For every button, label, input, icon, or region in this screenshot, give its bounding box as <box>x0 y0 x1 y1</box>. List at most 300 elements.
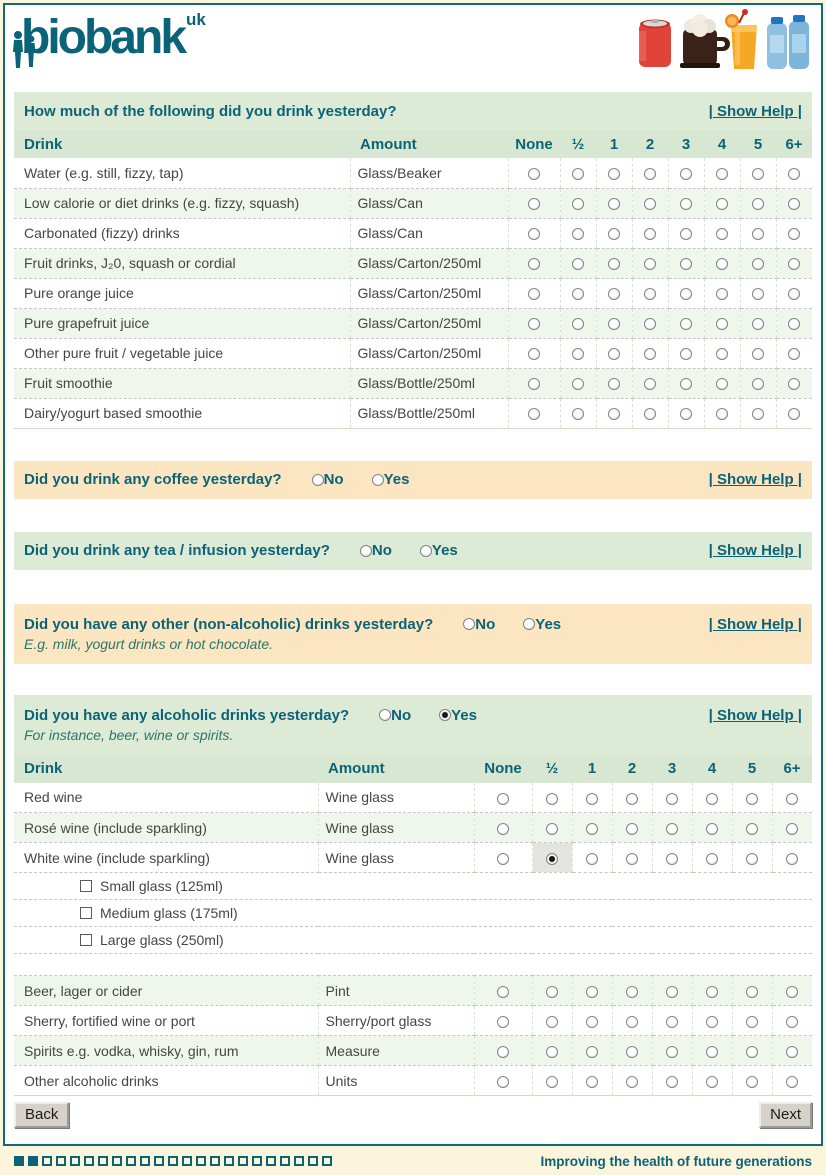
count-radio[interactable] <box>716 258 728 270</box>
drink-name-cell: Pure orange juice <box>14 278 350 308</box>
glass-size-checkbox[interactable] <box>80 880 92 892</box>
column-header-count: ½ <box>532 755 572 783</box>
column-header-count: 3 <box>668 130 704 158</box>
count-radio[interactable] <box>786 986 798 998</box>
coffee-question-banner <box>14 461 812 499</box>
count-radio[interactable] <box>626 1016 638 1028</box>
coffee-yes-radio[interactable] <box>372 474 384 486</box>
count-radio[interactable] <box>572 228 584 240</box>
count-radio[interactable] <box>746 1046 758 1058</box>
count-cell <box>532 976 572 1006</box>
count-radio[interactable] <box>666 823 678 835</box>
drink-name-cell: Fruit smoothie <box>14 368 350 398</box>
count-cell <box>612 843 652 873</box>
count-cell <box>740 368 776 398</box>
count-radio[interactable] <box>666 793 678 805</box>
other-no-option[interactable] <box>463 616 495 633</box>
count-radio[interactable] <box>546 853 558 865</box>
count-cell <box>704 218 740 248</box>
glass-size-cell <box>14 927 812 954</box>
questionnaire-page <box>3 3 823 1146</box>
count-radio[interactable] <box>716 348 728 360</box>
table-row <box>14 398 812 428</box>
count-radio[interactable] <box>788 168 800 180</box>
count-radio[interactable] <box>666 853 678 865</box>
count-radio[interactable] <box>546 1046 558 1058</box>
table-row <box>14 1036 812 1066</box>
progress-square-todo <box>280 1156 290 1166</box>
count-radio[interactable] <box>608 228 620 240</box>
count-radio[interactable] <box>706 793 718 805</box>
column-header-count: 4 <box>704 130 740 158</box>
alcohol-no-option[interactable] <box>379 707 411 724</box>
count-radio[interactable] <box>644 378 656 390</box>
count-cell <box>668 308 704 338</box>
count-radio[interactable] <box>528 378 540 390</box>
count-radio[interactable] <box>497 1016 509 1028</box>
count-radio[interactable] <box>716 408 728 420</box>
count-cell <box>572 1036 612 1066</box>
column-header-count: 4 <box>692 755 732 783</box>
drink-name-cell: White wine (include sparkling) <box>14 843 318 873</box>
count-radio[interactable] <box>644 198 656 210</box>
count-radio[interactable] <box>528 168 540 180</box>
count-radio[interactable] <box>716 228 728 240</box>
count-radio[interactable] <box>644 408 656 420</box>
progress-square-todo <box>238 1156 248 1166</box>
count-radio[interactable] <box>680 408 692 420</box>
alcohol-table <box>14 755 812 1097</box>
count-cell <box>704 248 740 278</box>
count-radio[interactable] <box>626 823 638 835</box>
count-radio[interactable] <box>680 198 692 210</box>
count-cell <box>612 1006 652 1036</box>
count-radio[interactable] <box>680 378 692 390</box>
progress-square-todo <box>196 1156 206 1166</box>
progress-square-todo <box>42 1156 52 1166</box>
count-cell <box>668 218 704 248</box>
count-radio[interactable] <box>528 288 540 300</box>
count-radio[interactable] <box>746 793 758 805</box>
count-radio[interactable] <box>752 348 764 360</box>
tea-yes-radio[interactable] <box>420 545 432 557</box>
tea-no-radio[interactable] <box>360 545 372 557</box>
count-cell <box>560 398 596 428</box>
count-cell <box>732 1006 772 1036</box>
count-cell <box>772 843 812 873</box>
back-button[interactable]: Back <box>14 1102 69 1128</box>
count-cell <box>776 158 812 188</box>
count-cell <box>632 398 668 428</box>
count-cell <box>474 1036 532 1066</box>
count-radio[interactable] <box>626 793 638 805</box>
count-radio[interactable] <box>706 1076 718 1088</box>
coffee-no-radio[interactable] <box>312 474 324 486</box>
tea-question-banner <box>14 532 812 570</box>
count-radio[interactable] <box>572 318 584 330</box>
count-radio[interactable] <box>788 288 800 300</box>
count-cell <box>572 813 612 843</box>
count-radio[interactable] <box>608 348 620 360</box>
count-radio[interactable] <box>586 986 598 998</box>
other-no-label: No <box>475 615 496 633</box>
spacer-cell <box>14 954 812 976</box>
count-radio[interactable] <box>626 1046 638 1058</box>
count-radio[interactable] <box>497 853 509 865</box>
count-cell <box>704 308 740 338</box>
count-radio[interactable] <box>644 168 656 180</box>
count-radio[interactable] <box>752 258 764 270</box>
count-cell <box>740 248 776 278</box>
progress-square-done <box>14 1156 24 1166</box>
other-yes-option[interactable] <box>523 616 561 633</box>
count-radio[interactable] <box>586 1046 598 1058</box>
count-radio[interactable] <box>786 1076 798 1088</box>
count-cell <box>612 1066 652 1096</box>
count-radio[interactable] <box>788 378 800 390</box>
juice-glass-icon <box>725 9 757 69</box>
tea-no-option[interactable] <box>360 542 392 559</box>
glass-size-checkbox[interactable] <box>80 907 92 919</box>
amount-cell: Wine glass <box>318 783 474 813</box>
count-cell <box>740 278 776 308</box>
column-header-count: 6+ <box>776 130 812 158</box>
count-radio[interactable] <box>786 1016 798 1028</box>
progress-square-todo <box>182 1156 192 1166</box>
count-radio[interactable] <box>786 1046 798 1058</box>
count-cell <box>474 843 532 873</box>
glass-size-option[interactable] <box>80 878 811 894</box>
progress-square-done <box>28 1156 38 1166</box>
count-radio[interactable] <box>666 1046 678 1058</box>
show-help-link[interactable]: | Show Help | <box>708 542 802 559</box>
other-no-radio[interactable] <box>463 618 475 630</box>
drinks-table <box>14 130 812 429</box>
column-header-drink: Drink <box>14 755 318 783</box>
count-radio[interactable] <box>572 258 584 270</box>
count-radio[interactable] <box>644 288 656 300</box>
alcohol-yes-label: Yes <box>451 706 477 724</box>
count-radio[interactable] <box>786 793 798 805</box>
progress-square-todo <box>70 1156 80 1166</box>
count-radio[interactable] <box>752 288 764 300</box>
count-radio[interactable] <box>608 378 620 390</box>
count-radio[interactable] <box>572 198 584 210</box>
main-question-text: How much of the following did you drink yesterday? <box>24 102 397 120</box>
count-cell <box>474 783 532 813</box>
table-row <box>14 188 812 218</box>
count-cell <box>508 278 560 308</box>
glass-size-option[interactable] <box>80 905 811 921</box>
count-radio[interactable] <box>706 853 718 865</box>
count-radio[interactable] <box>680 288 692 300</box>
count-radio[interactable] <box>586 823 598 835</box>
count-cell <box>508 368 560 398</box>
count-cell <box>692 976 732 1006</box>
count-radio[interactable] <box>746 1016 758 1028</box>
amount-cell: Glass/Carton/250ml <box>350 308 508 338</box>
count-radio[interactable] <box>752 318 764 330</box>
count-cell <box>508 308 560 338</box>
amount-cell: Pint <box>318 976 474 1006</box>
other-drinks-question-text: Did you have any other (non-alcoholic) drinks yesterday? <box>24 615 434 633</box>
tea-no-label: No <box>371 542 392 559</box>
count-radio[interactable] <box>752 378 764 390</box>
count-radio[interactable] <box>608 258 620 270</box>
count-radio[interactable] <box>716 168 728 180</box>
count-radio[interactable] <box>497 986 509 998</box>
coffee-no-option[interactable] <box>312 471 344 488</box>
count-radio[interactable] <box>680 258 692 270</box>
count-radio[interactable] <box>626 853 638 865</box>
count-radio[interactable] <box>680 348 692 360</box>
table-row <box>14 158 812 188</box>
progress-square-todo <box>210 1156 220 1166</box>
count-radio[interactable] <box>546 1076 558 1088</box>
count-radio[interactable] <box>528 348 540 360</box>
other-drinks-question-banner <box>14 604 812 664</box>
amount-cell: Glass/Bottle/250ml <box>350 398 508 428</box>
drink-name-cell: Beer, lager or cider <box>14 976 318 1006</box>
count-radio[interactable] <box>752 168 764 180</box>
drink-name-cell: Other alcoholic drinks <box>14 1066 318 1096</box>
count-radio[interactable] <box>706 1016 718 1028</box>
logo-uk-superscript: uk <box>186 10 206 29</box>
count-radio[interactable] <box>608 288 620 300</box>
count-cell <box>560 158 596 188</box>
count-radio[interactable] <box>680 318 692 330</box>
count-radio[interactable] <box>644 228 656 240</box>
count-radio[interactable] <box>666 986 678 998</box>
count-cell <box>560 188 596 218</box>
column-header-drink: Drink <box>14 130 350 158</box>
count-radio[interactable] <box>716 318 728 330</box>
drink-name-cell: Spirits e.g. vodka, whisky, gin, rum <box>14 1036 318 1066</box>
glass-size-cell <box>14 900 812 927</box>
count-radio[interactable] <box>716 288 728 300</box>
count-radio[interactable] <box>546 986 558 998</box>
count-cell <box>740 338 776 368</box>
count-radio[interactable] <box>786 823 798 835</box>
count-cell <box>732 1066 772 1096</box>
count-radio[interactable] <box>546 793 558 805</box>
count-radio[interactable] <box>706 823 718 835</box>
coffee-yes-label: Yes <box>383 471 410 488</box>
count-radio[interactable] <box>752 228 764 240</box>
progress-square-todo <box>56 1156 66 1166</box>
column-header-count: 2 <box>632 130 668 158</box>
table-row <box>14 1006 812 1036</box>
count-cell <box>772 1036 812 1066</box>
count-cell <box>508 338 560 368</box>
column-header-count: None <box>474 755 532 783</box>
count-radio[interactable] <box>716 378 728 390</box>
count-cell <box>612 976 652 1006</box>
count-radio[interactable] <box>746 1076 758 1088</box>
tea-question-text: Did you drink any tea / infusion yesterday? <box>24 542 330 559</box>
count-cell <box>704 278 740 308</box>
amount-cell: Glass/Carton/250ml <box>350 278 508 308</box>
count-cell <box>612 783 652 813</box>
count-radio[interactable] <box>788 408 800 420</box>
count-radio[interactable] <box>572 378 584 390</box>
count-cell <box>560 308 596 338</box>
count-radio[interactable] <box>546 823 558 835</box>
show-help-link[interactable]: | Show Help | <box>708 471 802 488</box>
count-cell <box>474 1006 532 1036</box>
progress-square-todo <box>84 1156 94 1166</box>
count-radio[interactable] <box>586 1016 598 1028</box>
next-button[interactable]: Next <box>759 1102 812 1128</box>
tea-yes-option[interactable] <box>420 542 458 559</box>
count-radio[interactable] <box>608 198 620 210</box>
count-radio[interactable] <box>644 258 656 270</box>
count-cell <box>508 398 560 428</box>
progress-square-todo <box>98 1156 108 1166</box>
progress-square-todo <box>252 1156 262 1166</box>
alcohol-yes-option[interactable] <box>439 707 477 724</box>
count-radio[interactable] <box>752 198 764 210</box>
alcohol-no-radio[interactable] <box>379 709 391 721</box>
count-radio[interactable] <box>706 986 718 998</box>
count-cell <box>776 368 812 398</box>
soda-can-icon <box>639 20 671 68</box>
count-radio[interactable] <box>572 288 584 300</box>
count-cell <box>632 188 668 218</box>
drink-name-cell: Dairy/yogurt based smoothie <box>14 398 350 428</box>
coffee-question-text: Did you drink any coffee yesterday? <box>24 471 282 488</box>
hot-drink-mug-icon <box>680 14 730 68</box>
column-header-count: 6+ <box>772 755 812 783</box>
count-radio[interactable] <box>746 823 758 835</box>
count-radio[interactable] <box>528 228 540 240</box>
count-radio[interactable] <box>788 348 800 360</box>
count-cell <box>776 398 812 428</box>
count-radio[interactable] <box>626 986 638 998</box>
count-cell <box>560 338 596 368</box>
amount-cell: Units <box>318 1066 474 1096</box>
count-radio[interactable] <box>528 408 540 420</box>
count-cell <box>776 338 812 368</box>
count-radio[interactable] <box>528 258 540 270</box>
count-radio[interactable] <box>586 1076 598 1088</box>
count-cell <box>776 248 812 278</box>
count-cell <box>532 783 572 813</box>
show-help-link[interactable]: | Show Help | <box>708 706 802 724</box>
count-cell <box>572 976 612 1006</box>
count-radio[interactable] <box>680 168 692 180</box>
count-radio[interactable] <box>572 408 584 420</box>
page-footer <box>3 1150 823 1172</box>
drink-name-cell: Red wine <box>14 783 318 813</box>
alcohol-question-text: Did you have any alcoholic drinks yesterday? <box>24 706 350 724</box>
count-radio[interactable] <box>716 198 728 210</box>
count-radio[interactable] <box>666 1076 678 1088</box>
show-help-link[interactable]: | Show Help | <box>708 615 802 633</box>
page-header <box>5 5 821 92</box>
count-radio[interactable] <box>626 1076 638 1088</box>
count-cell <box>668 368 704 398</box>
alcohol-yes-radio[interactable] <box>439 709 451 721</box>
tea-yes-label: Yes <box>431 542 458 559</box>
count-radio[interactable] <box>788 228 800 240</box>
count-radio[interactable] <box>497 823 509 835</box>
show-help-link[interactable]: | Show Help | <box>708 102 802 120</box>
count-cell <box>772 783 812 813</box>
count-radio[interactable] <box>680 228 692 240</box>
count-cell <box>652 1006 692 1036</box>
count-cell <box>508 158 560 188</box>
table-row <box>14 368 812 398</box>
drink-name-cell: Fruit drinks, J₂0, squash or cordial <box>14 248 350 278</box>
other-yes-label: Yes <box>535 615 562 633</box>
count-cell <box>572 1066 612 1096</box>
count-radio[interactable] <box>528 318 540 330</box>
count-radio[interactable] <box>788 198 800 210</box>
count-radio[interactable] <box>546 1016 558 1028</box>
amount-cell: Measure <box>318 1036 474 1066</box>
count-cell <box>474 813 532 843</box>
count-radio[interactable] <box>586 793 598 805</box>
spacer-row <box>14 954 812 976</box>
column-header-count: 1 <box>596 130 632 158</box>
count-radio[interactable] <box>528 198 540 210</box>
coffee-yes-option[interactable] <box>372 471 410 488</box>
count-radio[interactable] <box>666 1016 678 1028</box>
count-radio[interactable] <box>608 408 620 420</box>
count-radio[interactable] <box>608 168 620 180</box>
count-cell <box>740 398 776 428</box>
count-radio[interactable] <box>706 1046 718 1058</box>
count-radio[interactable] <box>752 408 764 420</box>
count-cell <box>772 976 812 1006</box>
table-row <box>14 813 812 843</box>
count-cell <box>704 188 740 218</box>
count-radio[interactable] <box>497 1046 509 1058</box>
count-cell <box>772 1066 812 1096</box>
count-radio[interactable] <box>586 853 598 865</box>
count-radio[interactable] <box>572 348 584 360</box>
count-radio[interactable] <box>572 168 584 180</box>
count-radio[interactable] <box>497 793 509 805</box>
count-radio[interactable] <box>786 853 798 865</box>
amount-cell: Glass/Carton/250ml <box>350 338 508 368</box>
count-cell <box>772 813 812 843</box>
count-radio[interactable] <box>644 348 656 360</box>
count-radio[interactable] <box>788 318 800 330</box>
count-cell <box>740 308 776 338</box>
count-cell <box>612 813 652 843</box>
count-cell <box>632 338 668 368</box>
glass-size-option[interactable] <box>80 932 811 948</box>
count-radio[interactable] <box>497 1076 509 1088</box>
main-question-banner <box>14 92 812 130</box>
column-header-amount: Amount <box>350 130 508 158</box>
count-cell <box>474 1066 532 1096</box>
other-yes-radio[interactable] <box>523 618 535 630</box>
count-cell <box>668 158 704 188</box>
count-radio[interactable] <box>746 986 758 998</box>
count-radio[interactable] <box>746 853 758 865</box>
glass-size-checkbox[interactable] <box>80 934 92 946</box>
amount-cell: Glass/Can <box>350 218 508 248</box>
progress-indicator <box>14 1156 336 1166</box>
count-radio[interactable] <box>644 318 656 330</box>
count-cell <box>632 158 668 188</box>
glass-size-row <box>14 873 812 900</box>
count-radio[interactable] <box>788 258 800 270</box>
count-radio[interactable] <box>608 318 620 330</box>
